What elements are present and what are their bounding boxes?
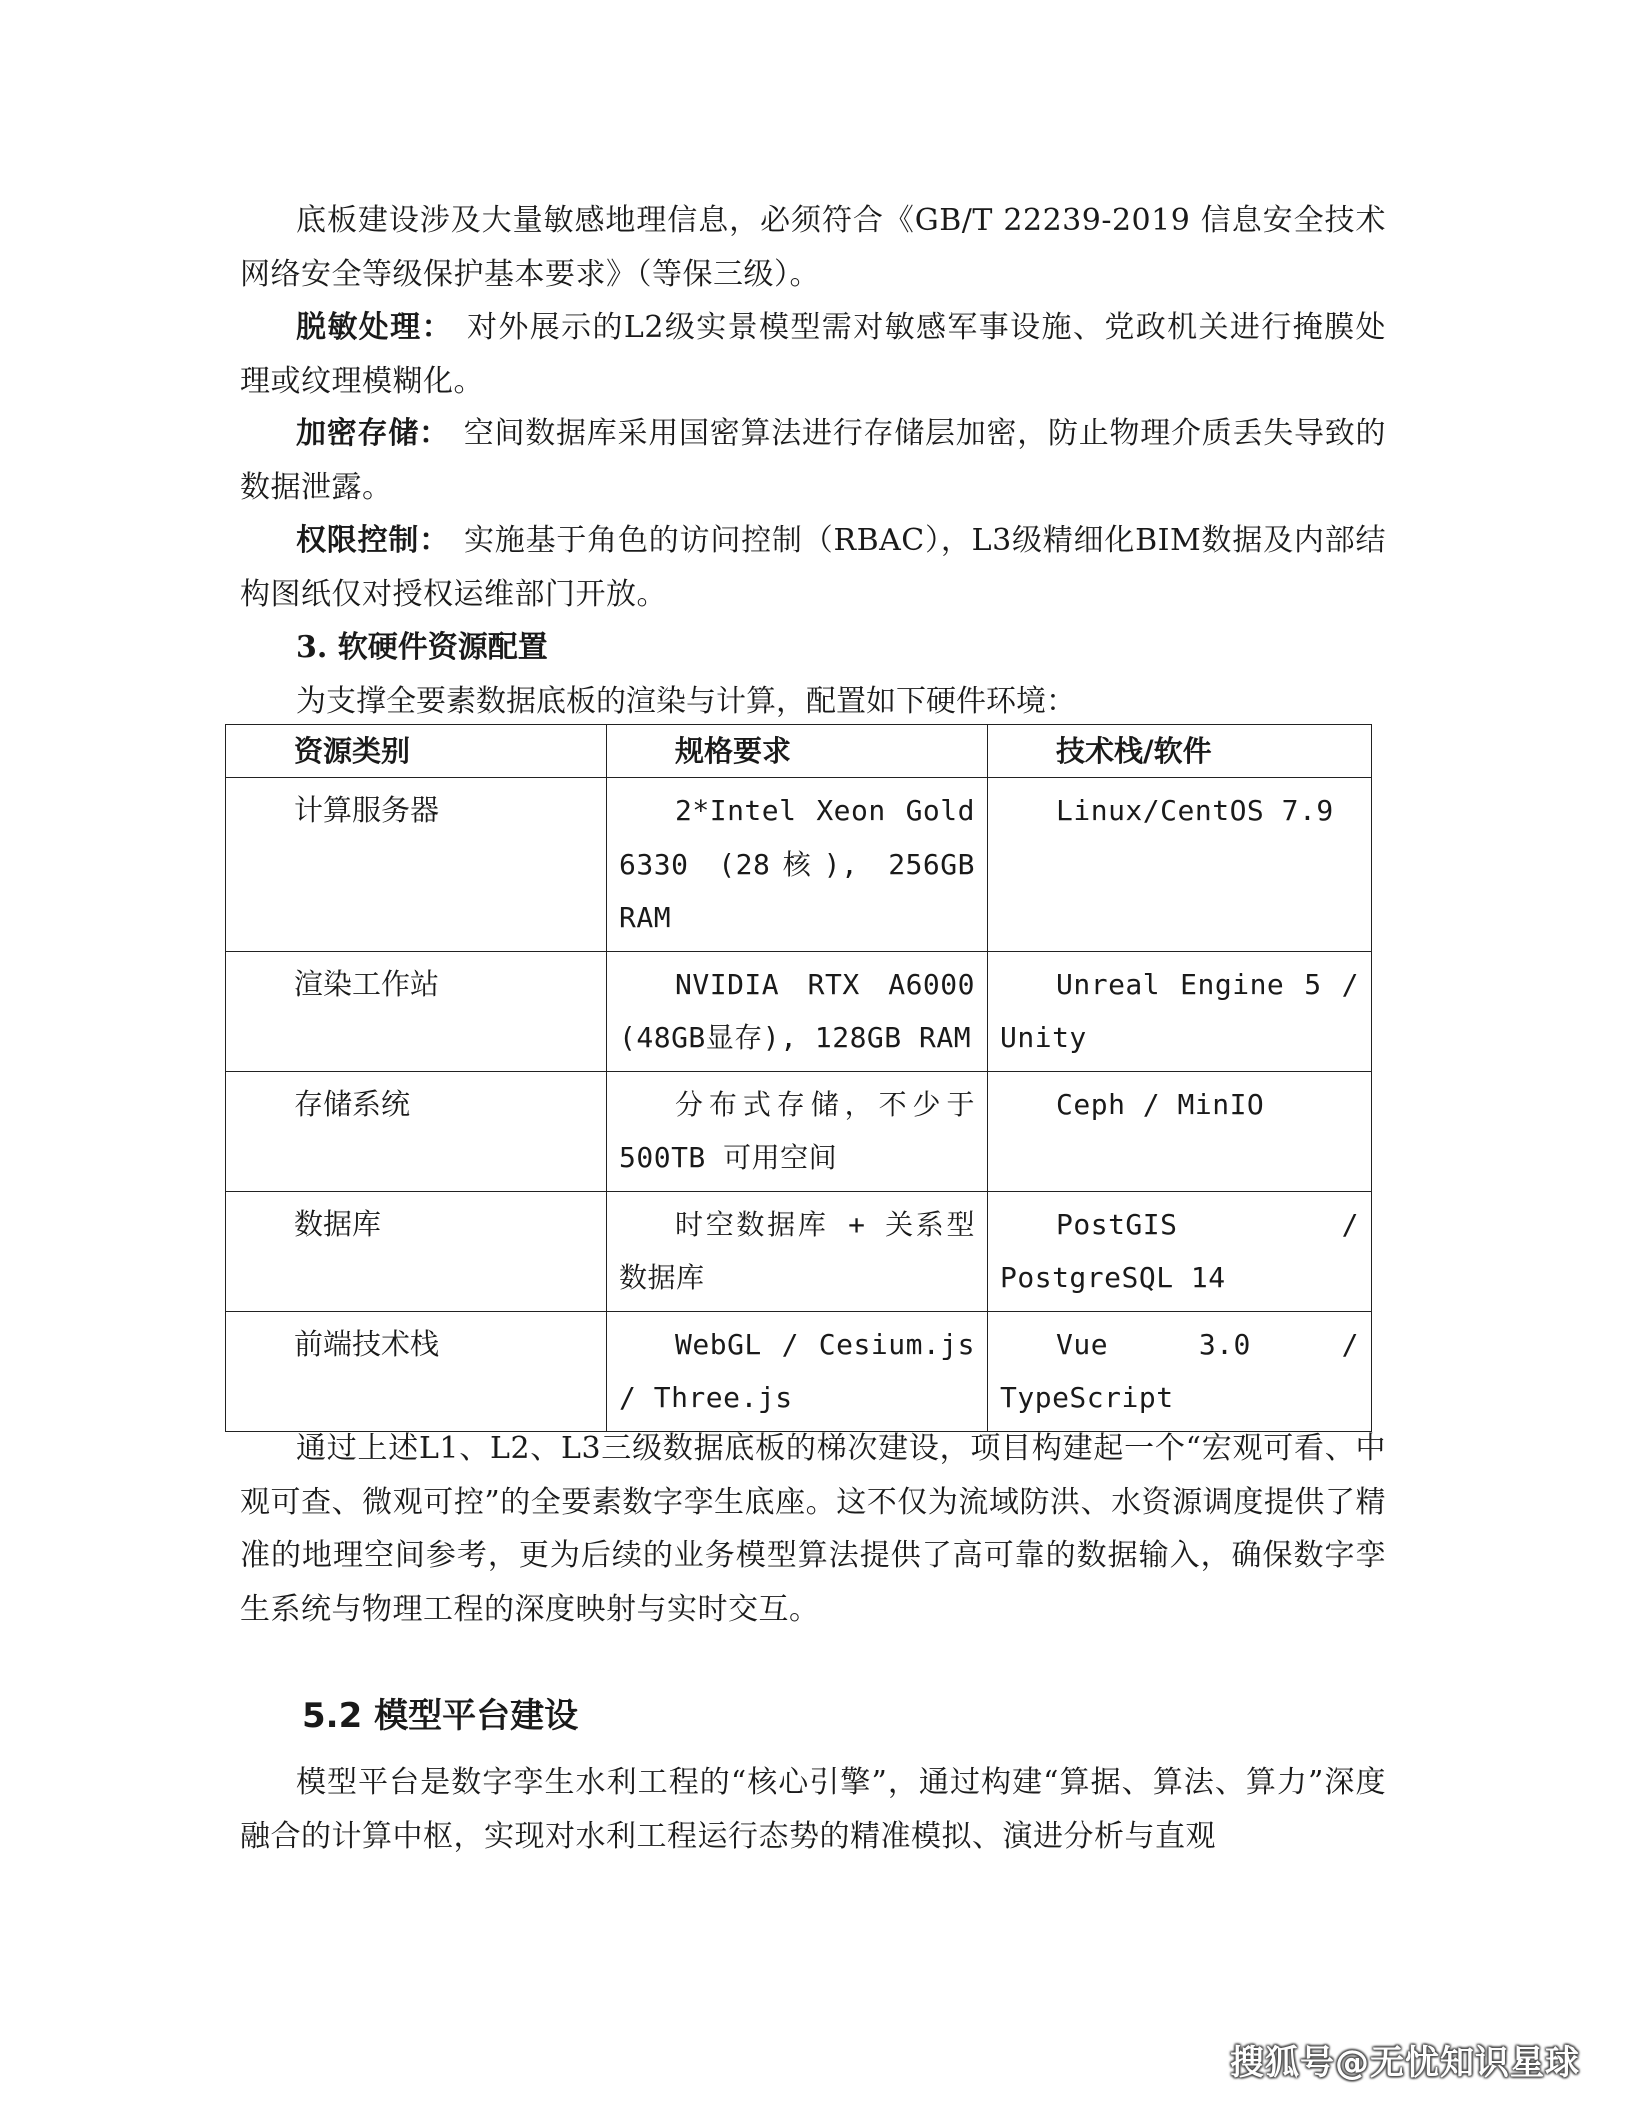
table-cell: NVIDIA RTX A6000 (48GB显存), 128GB RAM <box>607 951 988 1071</box>
table-row <box>226 1071 1372 1191</box>
table-cell: 时空数据库 + 关系型数据库 <box>607 1191 988 1311</box>
summary-paragraph: 通过上述L1、L2、L3三级数据底板的梯次建设，项目构建起一个“宏观可看、中观可查、微观可控”的全要素数字孪生底座。这不仅为流域防洪、水资源调度提供了精准的地理空间参考，更为后续的业务模型算法提供了高可靠的数据输入，确保数字孪生系统与物理工程的深度映射与实时交互。 <box>240 1431 1386 1627</box>
table-row <box>226 951 1372 1071</box>
section-5-2-heading: 5.2 模型平台建设 <box>302 1696 579 1736</box>
table-cell: PostGIS / PostgreSQL 14 <box>988 1191 1372 1311</box>
security-item-text: 实施基于角色的访问控制（RBAC），L3级精细化BIM数据及内部结构图纸仅对授权运维部门开放。 <box>240 523 1386 612</box>
security-item-label: 权限控制： <box>296 523 450 558</box>
table-cell: WebGL / Cesium.js / Three.js <box>607 1311 988 1431</box>
section-5-2-paragraph: 模型平台是数字孪生水利工程的“核心引擎”，通过构建“算据、算法、算力”深度融合的计算中枢，实现对水利工程运行态势的精准模拟、演进分析与直观 <box>240 1765 1386 1854</box>
table-header-cell: 技术栈/软件 <box>988 725 1372 778</box>
table-cell: 计算服务器 <box>226 778 607 952</box>
table-cell: 数据库 <box>226 1191 607 1311</box>
security-item-encryption <box>240 407 1386 514</box>
table-cell: 分布式存储，不少于500TB 可用空间 <box>607 1071 988 1191</box>
security-item-desensitization <box>240 301 1386 408</box>
table-header-cell: 规格要求 <box>607 725 988 778</box>
security-item-text: 对外展示的L2级实景模型需对敏感军事设施、党政机关进行掩膜处理或纹理模糊化。 <box>240 310 1386 399</box>
intro-paragraph: 底板建设涉及大量敏感地理信息，必须符合《GB/T 22239-2019 信息安全技术网络安全等级保护基本要求》（等保三级）。 <box>240 203 1386 292</box>
security-item-access-control <box>240 514 1386 621</box>
watermark: 搜狐号@无忧知识星球 <box>1230 2043 1580 2083</box>
table-cell: Ceph / MinIO <box>988 1071 1372 1191</box>
table-cell: Vue 3.0 / TypeScript <box>988 1311 1372 1431</box>
table-cell: 前端技术栈 <box>226 1311 607 1431</box>
table-row <box>226 1311 1372 1431</box>
table-cell: Linux/CentOS 7.9 <box>988 778 1372 952</box>
table-header-cell: 资源类别 <box>226 725 607 778</box>
security-item-label: 脱敏处理： <box>296 310 453 345</box>
resource-table <box>225 724 1372 1432</box>
table-row <box>226 1191 1372 1311</box>
table-row <box>226 778 1372 952</box>
security-item-label: 加密存储： <box>296 416 450 451</box>
security-item-text: 空间数据库采用国密算法进行存储层加密，防止物理介质丢失导致的数据泄露。 <box>240 416 1386 505</box>
table-cell: 渲染工作站 <box>226 951 607 1071</box>
table-cell: 存储系统 <box>226 1071 607 1191</box>
section-3-intro: 为支撑全要素数据底板的渲染与计算，配置如下硬件环境： <box>296 684 1076 719</box>
table-cell: Unreal Engine 5 / Unity <box>988 951 1372 1071</box>
table-header-row <box>226 725 1372 778</box>
table-cell: 2*Intel Xeon Gold 6330 (28核), 256GB RAM <box>607 778 988 952</box>
section-3-heading: 3. 软硬件资源配置 <box>296 630 548 665</box>
